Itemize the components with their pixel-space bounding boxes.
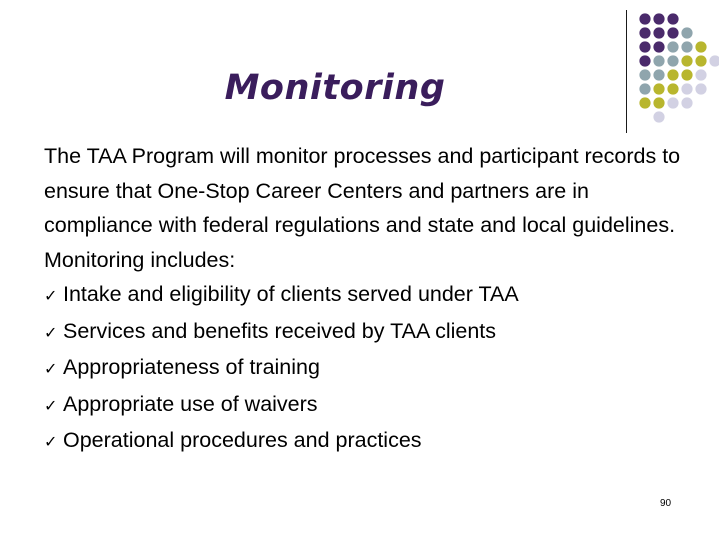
bullet-item [44, 314, 684, 351]
decorative-dot-grid [639, 13, 719, 123]
dot [667, 13, 678, 24]
dot [653, 13, 664, 24]
bullet-text: Operational procedures and practices [63, 428, 422, 452]
dot [653, 97, 664, 108]
dot [639, 41, 650, 52]
slide-body [44, 139, 684, 460]
slide-title: Monitoring [224, 68, 446, 108]
dot [639, 69, 650, 80]
dot [653, 69, 664, 80]
checkmark-icon: ✓ [44, 395, 58, 415]
dot [639, 55, 650, 66]
dot [653, 27, 664, 38]
dot [681, 27, 692, 38]
dot [667, 41, 678, 52]
checkmark-icon: ✓ [44, 432, 58, 451]
dot [695, 41, 706, 52]
bullet-text: Appropriateness of training [63, 355, 320, 379]
dot [639, 13, 650, 24]
dot [667, 27, 678, 38]
dot [681, 41, 692, 52]
dot [667, 69, 678, 80]
dot [653, 55, 664, 66]
dot [709, 55, 719, 66]
dot [639, 97, 650, 108]
page-number: 90 [660, 498, 672, 509]
dot [667, 83, 678, 94]
dot [667, 55, 678, 66]
dot [653, 41, 664, 52]
bullet-item [44, 423, 684, 460]
bullet-text: Appropriate use of waivers [63, 391, 318, 416]
dot [695, 83, 706, 94]
bullet-item [44, 277, 684, 314]
bullet-text: Intake and eligibility of clients served under TAA [63, 282, 519, 306]
dot [653, 83, 664, 94]
bullet-item [44, 350, 684, 387]
header-divider [626, 10, 627, 133]
dot [681, 69, 692, 80]
dot [681, 83, 692, 94]
bullet-item [44, 387, 684, 424]
bullet-text: Services and benefits received by TAA clients [63, 318, 497, 343]
dot [639, 27, 650, 38]
dot [681, 55, 692, 66]
checkmark-icon: ✓ [44, 286, 58, 305]
checkmark-icon: ✓ [44, 322, 58, 342]
dot [695, 55, 706, 66]
dot [639, 83, 650, 94]
dot [695, 69, 706, 80]
dot [653, 111, 664, 122]
monitoring-includes-label: Monitoring includes: [44, 247, 236, 272]
dot [667, 97, 678, 108]
dot [681, 97, 692, 108]
checkmark-icon: ✓ [44, 359, 58, 378]
intro-paragraph: The TAA Program will monitor processes and participant records to ensure that One-Stop Career Centers and partners are in compliance with federal regulations and state and local guidelines. [44, 144, 681, 237]
